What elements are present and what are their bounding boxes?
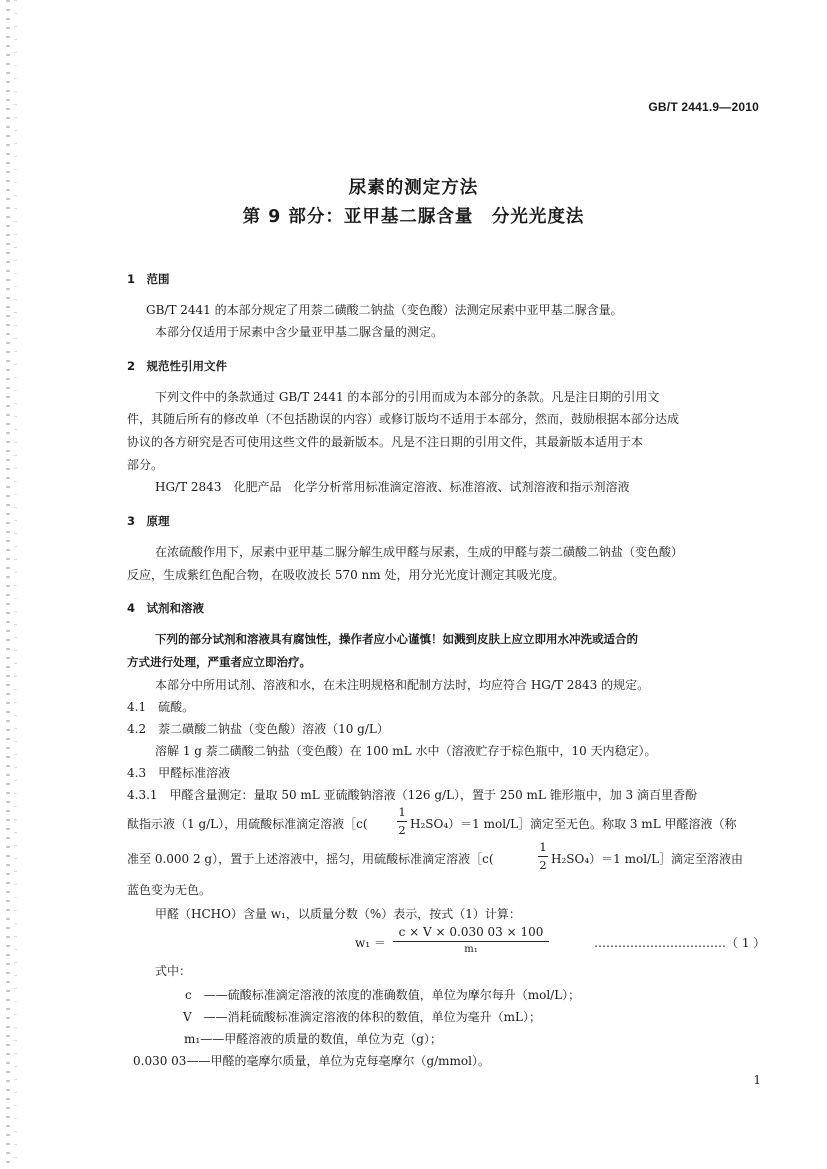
clause-4-3: 4.3 甲醛标准溶液: [127, 766, 231, 780]
standard-number: GB/T 2441.9—2010: [648, 100, 759, 114]
clause-4-3-1-line-4: 蓝色变为无色。: [127, 883, 212, 897]
safety-warning-line-2: 方式进行处理，严重者应立即治疗。: [127, 655, 311, 669]
definition-m1: m₁——甲醛溶液的质量的数值，单位为克（g）；: [184, 1032, 442, 1046]
formula-equation-number: ……………………………（ 1 ）: [594, 936, 766, 950]
definition-c: c ——硫酸标准滴定溶液的浓度的准确数值，单位为摩尔每升（mol/L）；: [185, 988, 581, 1002]
safety-warning-line-1: 下列的部分试剂和溶液具有腐蚀性，操作者应小心谨慎！如溅到皮肤上应立即用水冲洗或适合的: [155, 632, 638, 646]
section-2-line-3: 协议的各方研究是否可使用这些文件的最新版本。凡是不注日期的引用文件，其最新版本适用于本: [127, 435, 644, 449]
fraction-half-denominator: 2: [398, 823, 406, 837]
clause-4-3-1-line-3b: H₂SO₄）＝1 mol/L］滴定至溶液由: [551, 852, 744, 866]
formula-fraction-bar: [393, 941, 549, 942]
section-2-reference: HG/T 2843 化肥产品 化学分析常用标准滴定溶液、标准溶液、试剂溶液和指示剂溶液: [155, 480, 630, 494]
section-2-line-2: 件，其随后所有的修改单（不包括勘误的内容）或修订版均不适用于本部分，然而，鼓励根据本部分达成: [127, 412, 680, 426]
section-2-line-1: 下列文件中的条款通过 GB/T 2441 的本部分的引用而成为本部分的条款。凡是注日期的引用文: [155, 390, 660, 404]
fraction-half-bar: [397, 821, 407, 822]
section-2-line-4: 部分。: [127, 458, 164, 472]
formula-lhs: w₁ ＝: [355, 936, 386, 950]
title-line-1: 尿素的测定方法: [348, 178, 479, 198]
definition-V: V ——消耗硫酸标准滴定溶液的体积的数值，单位为毫升（mL）；: [183, 1010, 542, 1024]
clause-4-3-1-line-1: 4.3.1 甲醛含量测定：量取 50 mL 亚硫酸钠溶液（126 g/L），置于 250 mL 锥形瓶中，加 3 滴百里香酚: [127, 788, 697, 802]
clause-4-3-1-line-2a: 酞指示液（1 g/L），用硫酸标准滴定溶液［c(: [127, 817, 368, 831]
section-4-heading: 4 试剂和溶液: [127, 601, 205, 615]
definition-molar-mass: 0.030 03——甲醛的毫摩尔质量，单位为克每毫摩尔（g/mmol）。: [133, 1054, 490, 1068]
section-3-line-2: 反应，生成紫红色配合物，在吸收波长 570 nm 处，用分光光度计测定其吸光度。: [127, 568, 565, 582]
fraction-half-denominator-2: 2: [539, 858, 547, 872]
section-1-heading: 1 范围: [127, 272, 170, 286]
clause-4-2: 4.2 萘二磺酸二钠盐（变色酸）溶液（10 g/L）: [127, 722, 389, 736]
title-line-2: 第 9 部分：亚甲基二脲含量 分光光度法: [242, 207, 585, 227]
section-2-heading: 2 规范性引用文件: [127, 359, 228, 373]
where-label: 式中：: [155, 964, 192, 978]
clause-4-2-text: 溶解 1 g 萘二磺酸二钠盐（变色酸）在 100 mL 水中（溶液贮存于棕色瓶中，10 天内稳定）。: [155, 744, 657, 758]
formula-numerator: c × V × 0.030 03 × 100: [398, 925, 544, 939]
clause-4-3-1-line-3a: 准至 0.000 2 g），置于上述溶液中，摇匀，用硫酸标准滴定溶液［c(: [127, 852, 494, 866]
section-1-paragraph-1: GB/T 2441 的本部分规定了用萘二磺酸二钠盐（变色酸）法测定尿素中亚甲基二脲含量。: [146, 303, 623, 317]
clause-4-3-1-line-2b: H₂SO₄）＝1 mol/L］滴定至无色。称取 3 mL 甲醛溶液（称: [410, 817, 737, 831]
fraction-half-numerator: 1: [398, 805, 406, 819]
page-number: 1: [753, 1073, 761, 1087]
section-4-paragraph: 本部分中所用试剂、溶液和水，在未注明规格和配制方法时，均应符合 HG/T 2843 的规定。: [155, 678, 650, 692]
section-1-paragraph-2: 本部分仅适用于尿素中含少量亚甲基二脲含量的测定。: [155, 325, 444, 339]
fraction-half-numerator-2: 1: [539, 840, 547, 854]
clause-4-1: 4.1 硫酸。: [127, 700, 195, 714]
formula-denominator: m₁: [464, 944, 478, 955]
fraction-half-bar-2: [538, 856, 548, 857]
section-3-line-1: 在浓硫酸作用下，尿素中亚甲基二脲分解生成甲醛与尿素，生成的甲醛与萘二磺酸二钠盐（变色酸）: [155, 545, 684, 559]
clause-4-3-1-line-5: 甲醛（HCHO）含量 w₁，以质量分数（%）表示，按式（1）计算：: [155, 907, 521, 921]
section-3-heading: 3 原理: [127, 514, 170, 528]
